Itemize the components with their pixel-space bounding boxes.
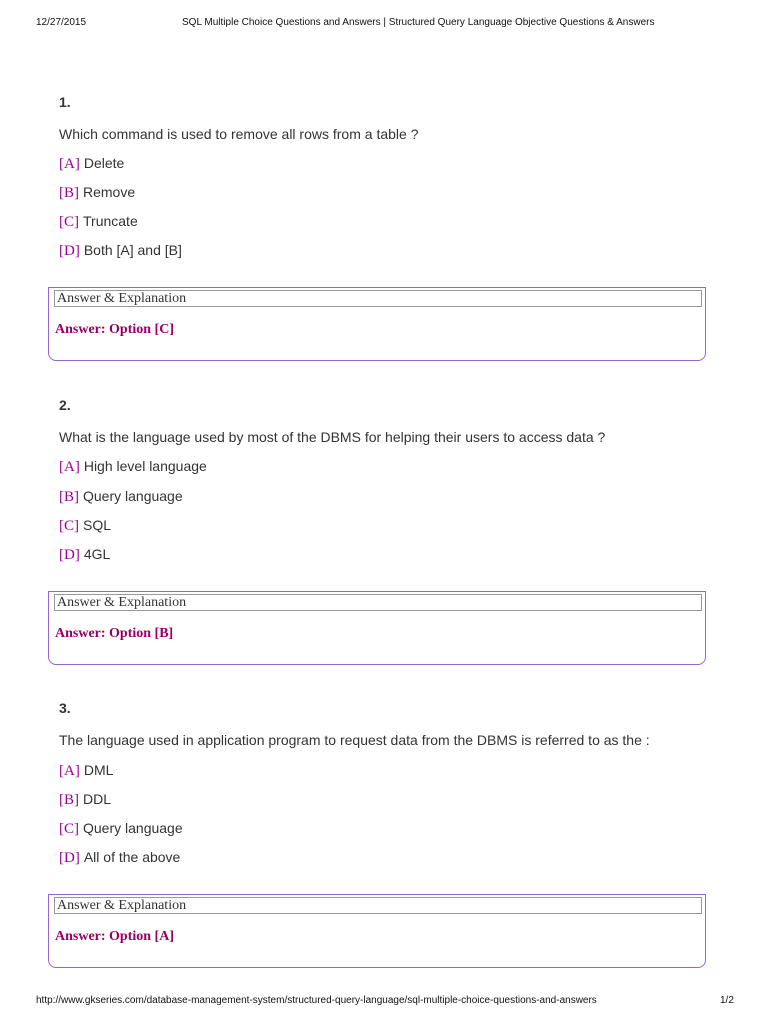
answer-text: Answer: Option [A] xyxy=(55,929,174,944)
option-key: [D] xyxy=(59,243,80,259)
answer-text: Answer: Option [C] xyxy=(55,322,174,337)
option-label: High level language xyxy=(83,458,207,474)
answer-panel xyxy=(48,591,706,665)
option-b[interactable] xyxy=(59,791,111,809)
option-d[interactable] xyxy=(59,546,110,564)
option-c[interactable] xyxy=(59,213,138,231)
print-url: http://www.gkseries.com/database-management-system/structured-query-language/sql-multiple-choice-questions-and-answers xyxy=(36,995,597,1006)
question-number: 2. xyxy=(59,397,71,413)
option-key: [C] xyxy=(59,821,79,837)
option-a[interactable] xyxy=(59,458,207,476)
option-label: Query language xyxy=(83,488,183,504)
option-label: Delete xyxy=(83,155,125,171)
option-label: Truncate xyxy=(83,213,138,229)
option-a[interactable] xyxy=(59,155,124,173)
print-date: 12/27/2015 xyxy=(36,17,87,28)
question-block xyxy=(0,94,768,394)
option-b[interactable] xyxy=(59,488,183,506)
option-key: [C] xyxy=(59,214,79,230)
question-number: 1. xyxy=(59,94,71,110)
option-label: Both [A] and [B] xyxy=(83,242,182,258)
option-key: [B] xyxy=(59,792,79,808)
option-key: [B] xyxy=(59,489,79,505)
option-c[interactable] xyxy=(59,820,183,838)
option-key: [D] xyxy=(59,850,80,866)
option-d[interactable] xyxy=(59,849,180,867)
option-label: DDL xyxy=(83,791,112,807)
option-b[interactable] xyxy=(59,184,135,202)
answer-explanation-toggle[interactable]: Answer & Explanation xyxy=(54,290,702,307)
answer-panel xyxy=(48,894,706,968)
option-label: All of the above xyxy=(83,849,181,865)
option-key: [C] xyxy=(59,518,79,534)
question-number: 3. xyxy=(59,700,71,716)
option-key: [A] xyxy=(59,763,80,779)
question-text: The language used in application program to request data from the DBMS is referred to as the : xyxy=(59,732,650,748)
answer-text: Answer: Option [B] xyxy=(55,626,174,641)
option-key: [A] xyxy=(59,459,80,475)
option-key: [B] xyxy=(59,185,79,201)
question-text: Which command is used to remove all rows from a table ? xyxy=(59,126,419,142)
option-label: Query language xyxy=(83,820,183,836)
option-label: Remove xyxy=(83,184,136,200)
answer-explanation-toggle[interactable]: Answer & Explanation xyxy=(54,594,702,611)
option-label: SQL xyxy=(83,517,112,533)
print-page-number: 1/2 xyxy=(720,995,734,1006)
option-d[interactable] xyxy=(59,242,182,260)
option-a[interactable] xyxy=(59,762,113,780)
question-block xyxy=(0,397,768,697)
answer-panel xyxy=(48,287,706,361)
option-c[interactable] xyxy=(59,517,111,535)
answer-explanation-toggle[interactable]: Answer & Explanation xyxy=(54,897,702,914)
question-block xyxy=(0,700,768,1000)
option-key: [D] xyxy=(59,547,80,563)
print-page-title: SQL Multiple Choice Questions and Answers | Structured Query Language Objective Questions & Answers xyxy=(182,17,655,28)
option-key: [A] xyxy=(59,156,80,172)
option-label: 4GL xyxy=(83,546,111,562)
question-text: What is the language used by most of the DBMS for helping their users to access data ? xyxy=(59,429,606,445)
option-label: DML xyxy=(83,762,114,778)
